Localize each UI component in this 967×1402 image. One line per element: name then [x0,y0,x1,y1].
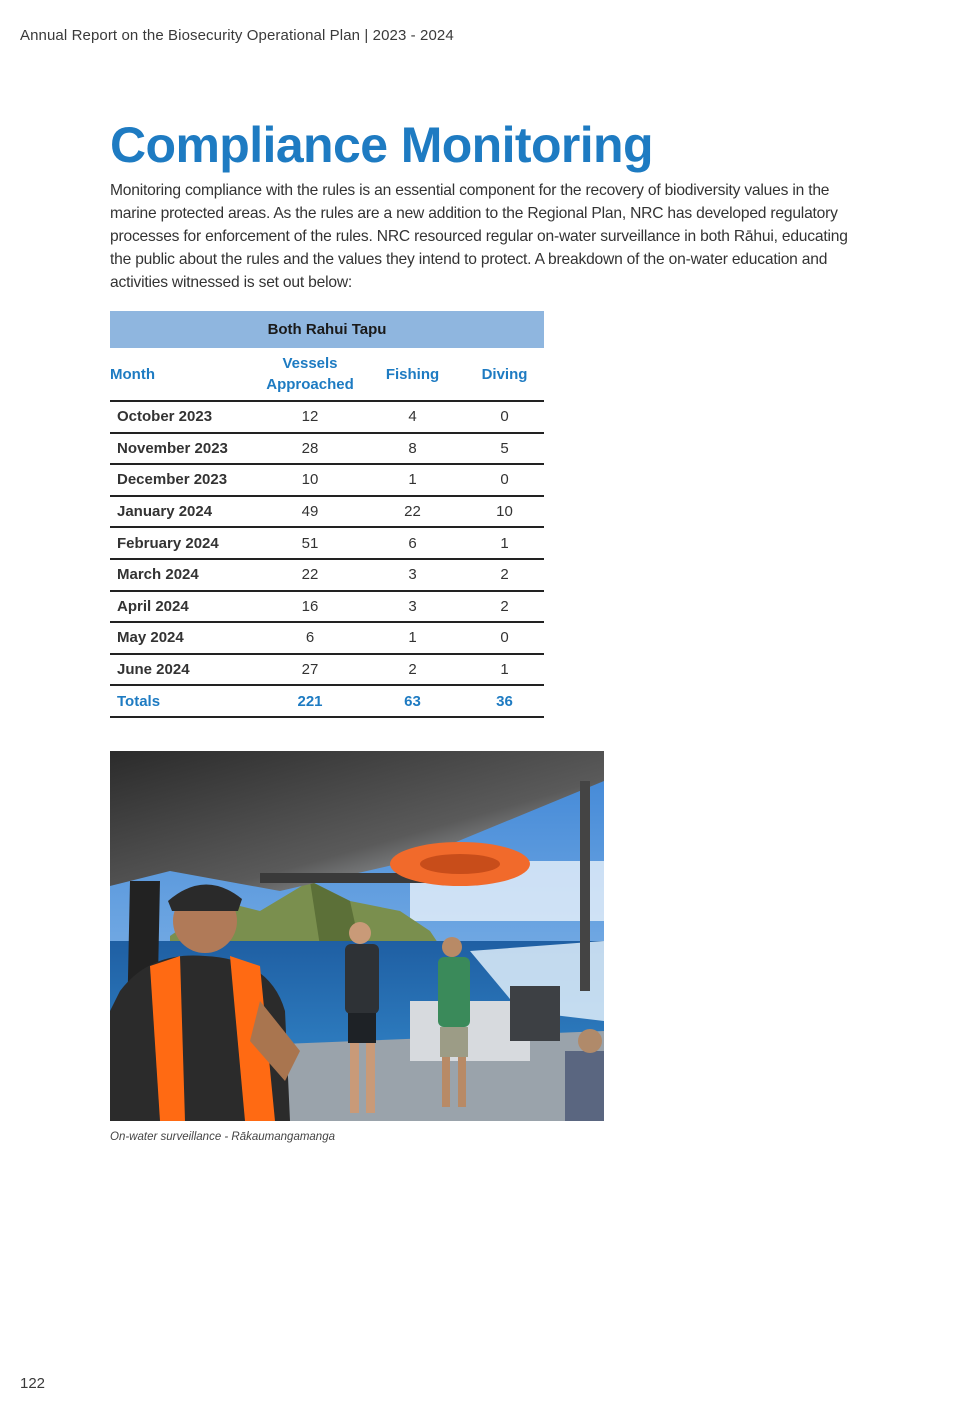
row-month: October 2023 [110,401,260,433]
photo-caption: On-water surveillance - Rākaumangamanga [110,1131,335,1143]
row-vessels: 10 [260,464,360,496]
row-diving: 2 [465,591,544,623]
row-fishing: 6 [360,527,465,559]
row-fishing: 3 [360,559,465,591]
table-row [110,527,544,559]
canopy-post-right [580,781,590,991]
row-month: May 2024 [110,622,260,654]
row-month: June 2024 [110,654,260,686]
running-header: Annual Report on the Biosecurity Operational Plan | 2023 - 2024 [20,27,454,44]
table-row [110,464,544,496]
column-header-diving: Diving [465,348,544,401]
compliance-table [110,311,544,718]
table-row [110,591,544,623]
row-vessels: 6 [260,622,360,654]
row-diving: 5 [465,433,544,465]
row-fishing: 3 [360,591,465,623]
row-fishing: 8 [360,433,465,465]
intro-paragraph: Monitoring compliance with the rules is an essential component for the recovery of biodiversity values in the marine protected areas. As the rules are a new addition to the Regional Plan, NRC has developed regulatory processes for enforcement of the rules. NRC resourced regular on-water surveillance in both Rāhui, educating the public about the rules and the values they intend to protect. A breakdown of the on-water education and activities witnessed is set out below: [110,182,848,291]
page-number: 122 [20,1375,46,1392]
column-header-fishing: Fishing [360,348,465,401]
table-row [110,622,544,654]
table-row [110,401,544,433]
totals-fishing: 63 [360,685,465,717]
totals-vessels: 221 [260,685,360,717]
row-diving: 1 [465,527,544,559]
life-ring-hole [420,854,500,874]
row-diving: 0 [465,622,544,654]
column-header-month: Month [110,348,260,401]
table-row [110,559,544,591]
outboard-motor [510,986,560,1041]
row-diving: 10 [465,496,544,528]
table-row [110,433,544,465]
row-month: November 2023 [110,433,260,465]
row-vessels: 22 [260,559,360,591]
row-month: December 2023 [110,464,260,496]
row-vessels: 27 [260,654,360,686]
row-diving: 0 [465,401,544,433]
totals-label: Totals [110,685,260,717]
row-vessels: 51 [260,527,360,559]
row-vessels: 28 [260,433,360,465]
row-fishing: 1 [360,464,465,496]
row-fishing: 4 [360,401,465,433]
row-diving: 0 [465,464,544,496]
table-row [110,496,544,528]
column-header-vessels: Vessels Approached [260,348,360,401]
row-diving: 1 [465,654,544,686]
totals-diving: 36 [465,685,544,717]
row-vessels: 12 [260,401,360,433]
totals-row [110,685,544,717]
table-caption: Both Rahui Tapu [110,311,544,348]
row-vessels: 16 [260,591,360,623]
table-column-header-row [110,348,544,401]
surveillance-photo [110,751,604,1121]
table-row [110,654,544,686]
row-month: February 2024 [110,527,260,559]
row-month: March 2024 [110,559,260,591]
row-fishing: 22 [360,496,465,528]
row-vessels: 49 [260,496,360,528]
row-month: April 2024 [110,591,260,623]
row-diving: 2 [465,559,544,591]
row-fishing: 2 [360,654,465,686]
row-month: January 2024 [110,496,260,528]
page-title: Compliance Monitoring [110,117,653,173]
row-fishing: 1 [360,622,465,654]
